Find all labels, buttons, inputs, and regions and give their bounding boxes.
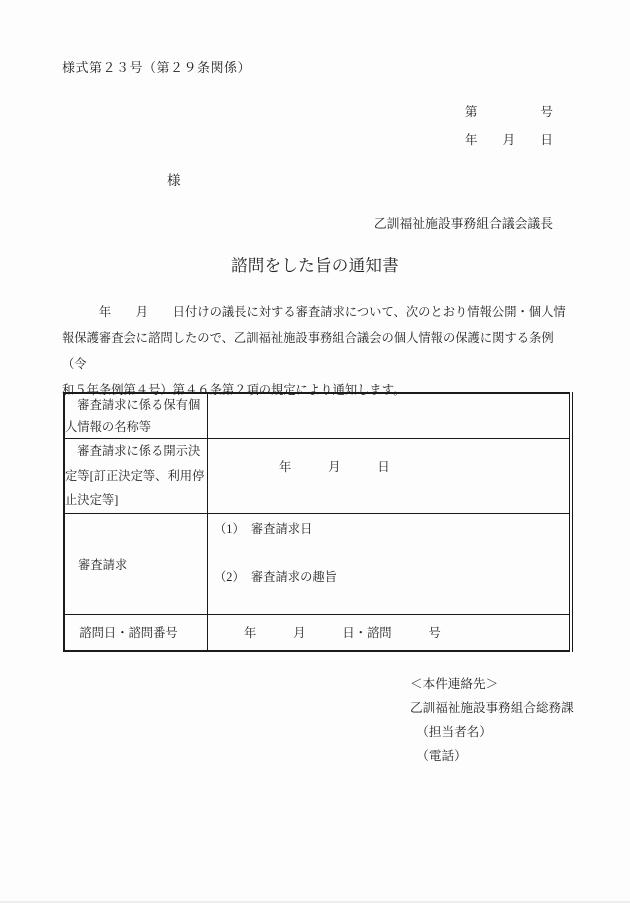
review-request-date-item: （1） 審査請求日	[214, 522, 313, 536]
body-line-2: 報保護審査会に諮問したので、乙訓福祉施設事務組合議会の個人情報の保護に関する条例（令	[62, 331, 554, 371]
label-line: 審査請求	[78, 558, 128, 572]
form-number: 様式第２３号（第２９条関係）	[62, 60, 252, 75]
label-line: 審査請求に係る保有個	[65, 398, 201, 412]
contact-person: （担当者名）	[410, 725, 492, 739]
date-placeholder: 年 月 日・諮問 号	[244, 626, 441, 641]
body-paragraph	[62, 299, 568, 403]
notification-table	[63, 392, 573, 652]
doc-date-line: 年 月 日	[464, 133, 553, 147]
document-title: 諮問をした旨の通知書	[231, 256, 399, 275]
date-placeholder: 年 月 日	[279, 460, 390, 474]
label-consultation-date-number	[64, 615, 208, 651]
table-row-personal-info	[64, 393, 571, 439]
value-disclosure-decision-date	[208, 439, 572, 514]
review-request-purpose-item: （2） 審査請求の趣旨	[214, 570, 337, 584]
body-line-1: 年 月 日付けの議長に対する審査請求について、次のとおり情報公開・個人情	[62, 305, 566, 319]
doc-number-line: 第 号	[464, 105, 553, 119]
value-review-request	[208, 514, 572, 615]
label-line: 人情報の名称等	[65, 420, 152, 434]
value-retained-personal-info	[208, 393, 572, 439]
label-line: 諮問日・諮問番号	[67, 626, 178, 641]
value-consultation-date-number	[208, 615, 572, 651]
body-line-3: 和５年条例第４号）第４６条第２項の規定により通知します。	[62, 383, 406, 397]
label-disclosure-decision	[64, 439, 208, 514]
table-row-consultation	[64, 615, 571, 651]
addressee-suffix: 様	[167, 173, 181, 188]
sender-title: 乙訓福祉施設事務組合議会議長	[373, 217, 553, 231]
label-retained-personal-info	[64, 393, 208, 439]
contact-block	[410, 672, 574, 768]
label-line: 審査請求に係る開示決	[65, 444, 201, 458]
label-line: 止決定等]	[65, 493, 119, 507]
label-review-request	[64, 514, 208, 615]
label-line: 定等[訂正決定等、利用停	[65, 468, 205, 483]
doc-number-date-block	[465, 98, 553, 154]
contact-phone: （電話）	[410, 749, 467, 763]
contact-organization: 乙訓福祉施設事務組合総務課	[410, 701, 574, 715]
contact-heading: ＜本件連絡先＞	[410, 677, 499, 691]
table-row-disclosure-decision	[64, 439, 571, 514]
table-row-review-request	[64, 514, 571, 615]
